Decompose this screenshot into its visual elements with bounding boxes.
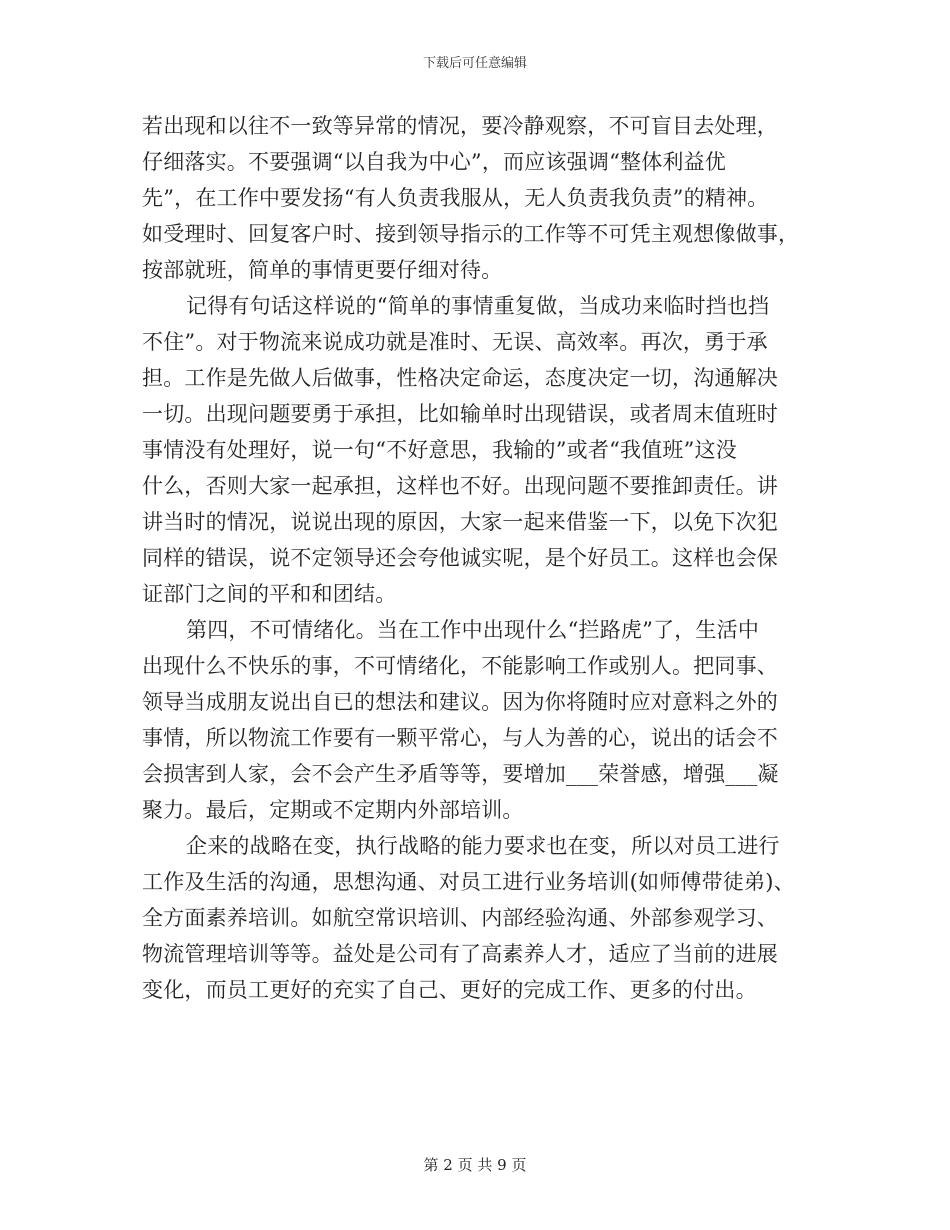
text-line: 物流管理培训等等。益处是公司有了高素养人才，适应了当前的进展 <box>142 942 778 966</box>
text-line: 全方面素养培训。如航空常识培训、内部经验沟通、外部参观学习、 <box>142 906 778 930</box>
text-line: 讲当时的情况，说说出现的原因，大家一起来借鉴一下，以免下次犯 <box>142 510 778 534</box>
paragraph-4 <box>142 828 822 1008</box>
text-line: 证部门之间的平和和团结。 <box>142 582 397 606</box>
text-line: 工作及生活的沟通，思想沟通、对员工进行业务培训(如师傅带徒弟)、 <box>142 870 795 894</box>
paragraph-1 <box>142 108 822 288</box>
paragraph-2 <box>142 288 822 612</box>
paragraph-3 <box>142 612 822 828</box>
text-line: 按部就班，简单的事情更要仔细对待。 <box>142 258 503 282</box>
text-line: 先”，在工作中要发扬“有人负责我服从，无人负责我负责”的精神。 <box>142 186 769 210</box>
text-line: 一切。出现问题要勇于承担，比如输单时出现错误，或者周末值班时 <box>142 402 778 426</box>
text-line: 不住”。对于物流来说成功就是准时、无误、高效率。再次，勇于承 <box>142 330 768 354</box>
page-number: 第 2 页 共 9 页 <box>423 1156 527 1174</box>
text-line: 若出现和以往不一致等异常的情况，要冷静观察，不可盲目去处理， <box>142 114 778 138</box>
text-line: 事情，所以物流工作要有一颗平常心，与人为善的心，说出的话会不 <box>142 726 778 750</box>
text-line: 企来的战略在变，执行战略的能力要求也在变，所以对员工进行 <box>186 834 780 858</box>
text-line: 记得有句话这样说的“简单的事情重复做，当成功来临时挡也挡 <box>186 294 770 318</box>
text-line: 领导当成朋友说出自已的想法和建议。因为你将随时应对意料之外的 <box>142 690 778 714</box>
page-header: 下载后可任意编辑 <box>422 56 527 71</box>
text-line: 第四，不可情绪化。当在工作中出现什么“拦路虎”了，生活中 <box>186 618 760 642</box>
text-line: 会损害到人家，会不会产生矛盾等等，要增加___荣誉感，增强___凝 <box>142 762 779 786</box>
document-body <box>142 108 822 1008</box>
text-line: 聚力。最后，定期或不定期内外部培训。 <box>142 798 524 822</box>
text-line: 同样的错误，说不定领导还会夸他诚实呢，是个好员工。这样也会保 <box>142 546 778 570</box>
text-line: 出现什么不快乐的事，不可情绪化，不能影响工作或别人。把同事、 <box>142 654 778 678</box>
text-line: 如受理时、回复客户时、接到领导指示的工作等不可凭主观想像做事， <box>142 222 800 246</box>
text-line: 事情没有处理好，说一句“不好意思，我输的”或者“我值班”这没 <box>142 438 737 462</box>
text-line: 什么，否则大家一起承担，这样也不好。出现问题不要推卸责任。讲 <box>142 474 778 498</box>
text-line: 变化，而员工更好的充实了自己、更好的完成工作、更多的付出。 <box>142 978 757 1002</box>
text-line: 担。工作是先做人后做事，性格决定命运，态度决定一切，沟通解决 <box>142 366 778 390</box>
text-line: 仔细落实。不要强调“以自我为中心”，而应该强调“整体利益优 <box>142 150 727 174</box>
